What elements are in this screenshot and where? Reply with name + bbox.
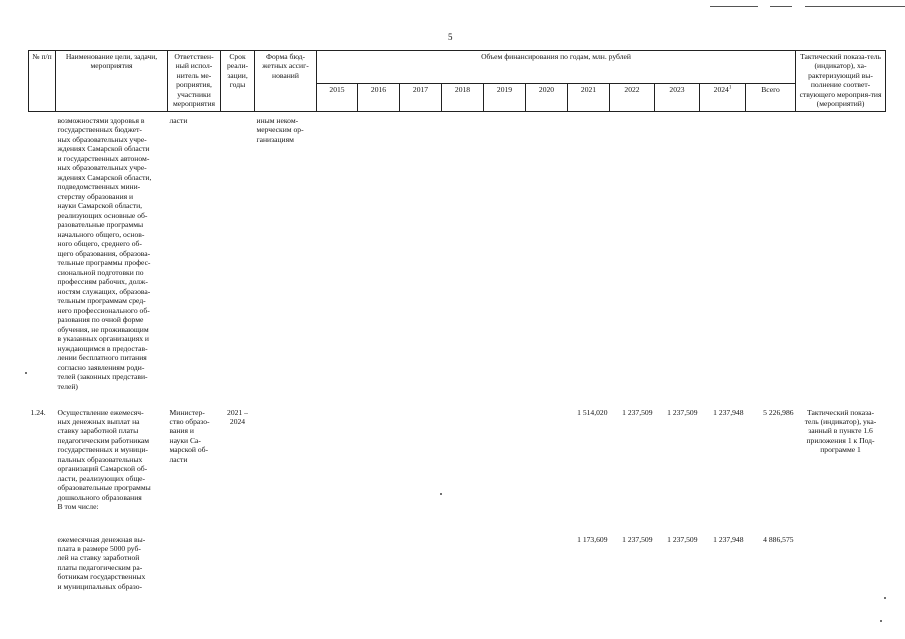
row-term (221, 112, 255, 404)
row-value: 1 514,020 (577, 407, 608, 417)
row-responsible (168, 529, 221, 599)
scan-speck (880, 620, 882, 622)
header-year: 2022 (610, 84, 655, 112)
row-num: 1.24. (30, 407, 46, 417)
row-term: 2021 – 2024 (227, 407, 248, 426)
row-indicator: Тактический показа- тель (индикатор), ука- занный в пункте 1.6 приложения 1 к Под- программе 1 (804, 407, 877, 455)
row-name: возможностями здоровья в государственных бюджет- ных образовательных учре- ждениях Самарской области и государственных автоном- ных образовательных учре- ждениях Самарской области, подведомственных мини- стерству образования и науки Самарской области, реализующих основные об- разовательные программы начального общего, основ- ного общего, среднего об- щего образования, образова- тельные программы профес- сиональной подготовки по профессиям рабочих, долж- ностям служащих, образова- тельным программам сред- него профессионального об- разования по очной форме обучения, не проживающим в указанных организациях и нуждающимся в предостав- лении бесплатного питания согласно заявлениям роди- телей (законных представи- телей) (57, 116, 152, 391)
header-total: Всего (746, 84, 796, 112)
header-form: Форма бюд-жетных ассиг-нований (255, 51, 317, 112)
row-value (317, 112, 358, 404)
row-value (442, 529, 484, 599)
header-responsible: Ответствен-ный испол-нитель ме-роприятия, участники мероприятия (168, 51, 221, 112)
row-value: 5 226,986 (763, 407, 794, 417)
row-value (655, 112, 700, 404)
row-value (484, 112, 526, 404)
table-row (29, 404, 886, 529)
row-indicator (796, 529, 886, 599)
row-value (317, 529, 358, 599)
row-value (358, 112, 400, 404)
row-value (484, 529, 526, 599)
scan-edge-line (805, 6, 905, 7)
row-value: 4 886,575 (763, 534, 794, 544)
row-value (400, 112, 442, 404)
row-value: 1 237,509 (667, 534, 698, 544)
row-value (610, 112, 655, 404)
header-year: 2023 (655, 84, 700, 112)
scan-edge-line (770, 6, 792, 7)
header-year: 2019 (484, 84, 526, 112)
financing-table (28, 50, 886, 599)
row-num (29, 529, 56, 599)
header-indicator: Тактический показа-тель (индикатор), ха-рактеризующий вы-полнение соответ-ствующего мероприя-тия (мероприятий) (796, 51, 886, 112)
row-value: 1 237,509 (622, 534, 653, 544)
table-row (29, 112, 886, 404)
row-value (526, 404, 568, 529)
row-responsible: Министер- ство образо- вания и науки Са- марской об- ласти (169, 407, 210, 464)
row-value (526, 112, 568, 404)
row-value (700, 112, 746, 404)
row-value (442, 404, 484, 529)
scan-edge-line (710, 6, 758, 7)
page-number: 5 (448, 32, 453, 42)
scan-speck (440, 493, 442, 495)
header-year: 2017 (400, 84, 442, 112)
row-value (400, 404, 442, 529)
header-year: 2020 (526, 84, 568, 112)
row-term (221, 529, 255, 599)
row-value (442, 112, 484, 404)
row-form (255, 529, 317, 599)
header-year: 2024$^1$ (700, 84, 746, 112)
header-volume: Объем финансирования по годам, млн. рублей (317, 51, 796, 84)
row-value: 1 173,609 (577, 534, 608, 544)
header-year: 2015 (317, 84, 358, 112)
footnote-mark: 1 (728, 85, 732, 91)
row-value (358, 529, 400, 599)
header-num: № п/п (29, 51, 56, 112)
header-year: 2018 (442, 84, 484, 112)
row-indicator (796, 112, 886, 404)
header-year: 2016 (358, 84, 400, 112)
row-value: 1 237,948 (713, 407, 744, 417)
row-value (358, 404, 400, 529)
row-value (317, 404, 358, 529)
row-form (255, 404, 317, 529)
row-value (746, 112, 796, 404)
scan-speck (25, 372, 27, 374)
row-responsible: ласти (169, 116, 188, 125)
row-value: 1 237,509 (622, 407, 653, 417)
header-year: 2021 (568, 84, 610, 112)
table-row (29, 529, 886, 599)
row-value (568, 112, 610, 404)
row-form: иным неком- мерческим ор- ганизациям (256, 116, 304, 144)
table-header (29, 51, 886, 112)
row-value (484, 404, 526, 529)
row-value (400, 529, 442, 599)
header-term: Срок реали-зации, годы (221, 51, 255, 112)
row-value: 1 237,948 (713, 534, 744, 544)
header-name: Наименование цели, задачи, мероприятия (56, 51, 168, 112)
row-name: Осуществление ежемесяч- ных денежных выплат на ставку заработной платы педагогическим работникам государственных и муници- пальных образовательных организаций Самарской об- ласти, реализующих обще- образовательные программы дошкольного образования В том числе: (57, 407, 151, 512)
scan-speck (884, 597, 886, 599)
row-value (526, 529, 568, 599)
row-name: ежемесячная денежная вы- плата в размере 5000 руб- лей на ставку заработной платы педагогическим ра- ботникам государственных и муниципальных образо- (57, 534, 146, 591)
row-num (29, 112, 56, 404)
row-value: 1 237,509 (667, 407, 698, 417)
